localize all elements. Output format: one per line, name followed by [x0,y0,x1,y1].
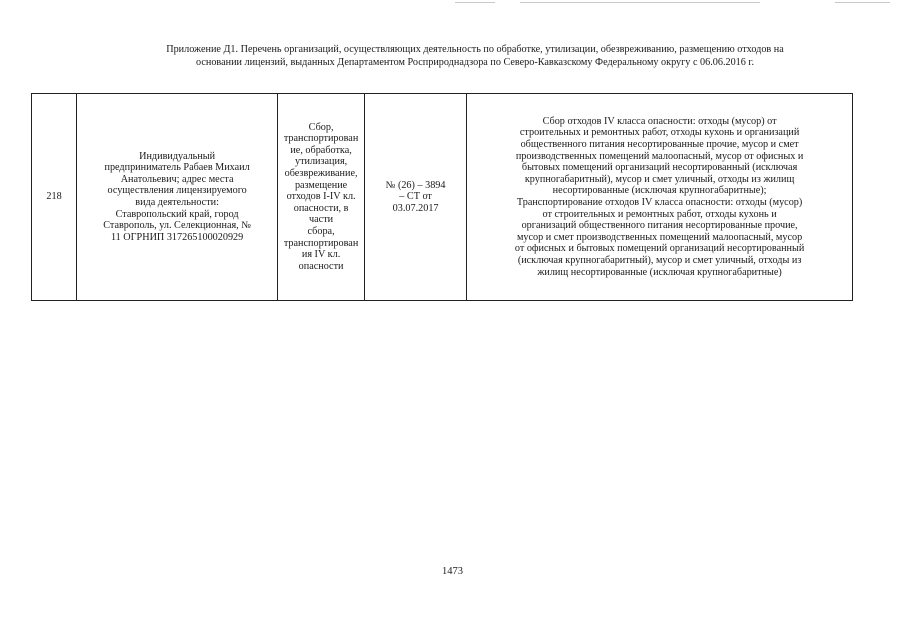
waste-details-cell [467,94,853,301]
organizations-table [31,93,853,301]
details-line: мусор и смет производственных помещений малоопасный, мусор [516,231,803,243]
activity-line: Сбор, [308,121,334,133]
document-header [95,43,855,69]
activity-line: размещение [294,179,348,191]
details-line: жилищ несортированные (исключая крупногабаритные) [537,266,782,278]
organization-line: Ставропольский край, город [115,208,239,220]
activity-line: ие, обработка, [290,144,352,156]
activity-line: транспортирован [283,133,359,145]
details-line: Сбор отходов IV класса опасности: отходы (мусор) от [542,115,777,127]
details-line: крупногабаритный), мусор и смет уличный, отходы из жилищ [524,173,795,185]
license-cell [364,94,466,301]
activity-line: сбора, [307,225,335,237]
organization-line: предприниматель Рабаев Михаил [104,162,250,174]
activity-line: части [309,214,334,226]
activity-line: опасности, в [293,202,349,214]
organization-line: 11 ОГРНИП 317265100020929 [110,231,244,243]
header-line-1: Приложение Д1. Перечень организаций, осуществляющих деятельность по обработке, утилизации, обезвреживанию, размещению отходов на [166,44,784,55]
license-line: – СТ от [399,191,432,203]
organization-line: Ставрополь, ул. Селекционная, № [103,220,251,232]
details-line: от офисных и бытовых помещений организаций несортированный [514,243,805,255]
details-line: от строительных и ремонтных работ, отходы кухонь и [542,208,777,220]
activity-line: отходов I-IV кл. [286,191,356,203]
details-line: строительных и ремонтных работ, отходы кухонь и организаций [519,127,800,139]
header-line-2: основании лицензий, выданных Департаментом Росприроднадзора по Северо-Кавказскому Федеральному округу с 06.06.2016 г. [196,57,754,68]
organization-line: осуществления лицензируемого [107,185,247,197]
organization-line: Анатольевич; адрес места [120,173,234,185]
activity-cell [278,94,365,301]
details-line: несортированные (исключая крупногабаритные); [552,185,767,197]
page-number: 1473 [442,566,463,577]
organization-cell [77,94,278,301]
scan-artifact-line [455,2,495,3]
row-number: 218 [46,191,62,203]
license-line: № (26) – 3894 [385,179,446,191]
scan-artifact-line [835,2,890,3]
scan-artifact-line [520,2,760,3]
details-line: (исключая крупногабаритный), мусор и смет уличный, отходы из [517,254,802,266]
details-line: Транспортирование отходов IV класса опасности: отходы (мусор) [516,197,803,208]
organization-line: Индивидуальный [139,150,216,162]
activity-line: утилизация, [294,156,348,168]
activity-line: транспортирован [283,237,359,249]
details-line: производственных помещений малоопасный, мусор от офисных и [515,150,804,162]
organization-line: вида деятельности: [135,197,219,208]
activity-line: обезвреживание, [284,168,358,180]
details-line: бытовых помещений организаций несортированный (исключая [521,162,798,174]
row-number-cell [32,94,77,301]
table-row [32,94,853,301]
activity-line: опасности [298,260,344,272]
activity-line: ия IV кл. [301,249,341,261]
license-line: 03.07.2017 [392,202,439,214]
details-line: организаций общественного питания несортированные прочие, [521,220,798,232]
details-line: общественного питания несортированные прочие, мусор и смет [520,139,799,151]
